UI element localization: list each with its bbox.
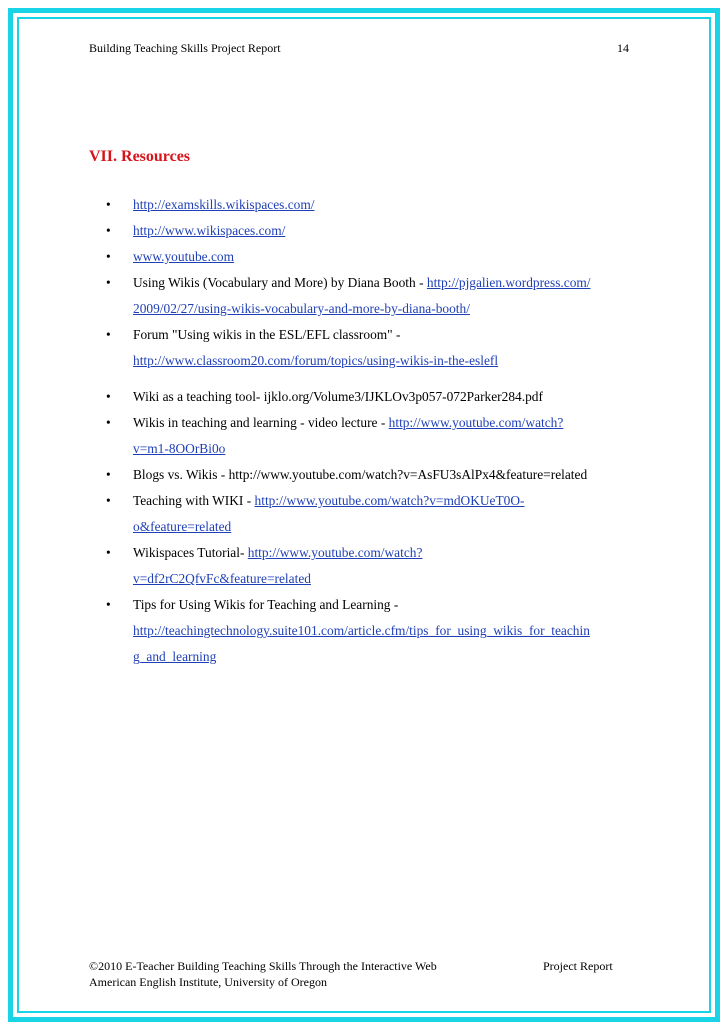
bullet-icon: • (106, 597, 111, 612)
bullet-icon: • (106, 493, 111, 508)
footer-report-label: Project Report (543, 959, 613, 973)
bullet-icon: • (106, 389, 111, 404)
list-item (89, 410, 649, 462)
bullet-icon: • (106, 545, 111, 560)
list-item (89, 462, 649, 488)
resource-link[interactable]: http://pjgalien.wordpress.com/ (426, 275, 591, 290)
list-item (89, 540, 649, 592)
bullet-icon: • (106, 197, 111, 212)
bullet-icon: • (106, 275, 111, 290)
resource-link[interactable]: http://examskills.wikispaces.com/ (133, 197, 315, 212)
resource-text: Wikispaces Tutorial- (133, 545, 248, 560)
list-item (89, 218, 649, 244)
resource-text: Wiki as a teaching tool- ijklo.org/Volume3/IJKLOv3p057-072Parker284.pdf (133, 389, 543, 404)
resource-link-continued[interactable]: 2009/02/27/using-wikis-vocabulary-and-more-by-diana-booth/ (133, 301, 470, 316)
header-title: Building Teaching Skills Project Report (89, 41, 281, 55)
resource-text: Teaching with WIKI - (133, 493, 255, 508)
bullet-icon: • (106, 249, 111, 264)
list-item (89, 592, 649, 670)
resource-link[interactable]: www.youtube.com (133, 249, 235, 264)
page-footer (89, 958, 629, 990)
list-item (89, 192, 649, 218)
resource-link[interactable]: http://www.youtube.com/watch?v=mdOKUeT0O- (254, 493, 525, 508)
resource-link-continued[interactable]: v=df2rC2QfvFc&feature=related (133, 571, 311, 586)
resource-link[interactable]: http://www.wikispaces.com/ (133, 223, 286, 238)
resource-text: Using Wikis (Vocabulary and More) by Diana Booth - (133, 275, 427, 290)
footer-row (89, 958, 629, 974)
resource-text: Blogs vs. Wikis - http://www.youtube.com/watch?v=AsFU3sAlPx4&feature=related (133, 467, 588, 482)
bullet-icon: • (106, 467, 111, 482)
section-heading: VII. Resources (89, 148, 191, 165)
bullet-icon: • (106, 327, 111, 342)
resource-link-continued[interactable]: g_and_learning (133, 649, 217, 664)
list-item (89, 322, 649, 374)
resource-link[interactable]: http://www.youtube.com/watch? (388, 415, 564, 430)
resource-text: Forum "Using wikis in the ESL/EFL classroom" - (133, 327, 401, 342)
page-number: 14 (617, 41, 629, 55)
resource-link-continued[interactable]: v=m1-8OOrBi0o (133, 441, 226, 456)
footer-institution: American English Institute, University of Oregon (89, 975, 327, 989)
resource-link[interactable]: http://www.classroom20.com/forum/topics/using-wikis-in-the-eslefl (133, 353, 499, 368)
resource-link[interactable]: http://www.youtube.com/watch? (247, 545, 423, 560)
resource-text: Tips for Using Wikis for Teaching and Learning - (133, 597, 399, 612)
list-item (89, 244, 649, 270)
list-item (89, 270, 649, 322)
list-item (89, 488, 649, 540)
resource-link[interactable]: http://teachingtechnology.suite101.com/article.cfm/tips_for_using_wikis_for_teachin (133, 623, 590, 638)
list-item (89, 384, 649, 410)
resources-list (89, 192, 649, 670)
bullet-icon: • (106, 415, 111, 430)
resource-text: Wikis in teaching and learning - video lecture - (133, 415, 389, 430)
resource-link-continued[interactable]: o&feature=related (133, 519, 232, 534)
footer-copyright: ©2010 E-Teacher Building Teaching Skills Through the Interactive Web (89, 959, 437, 973)
footer-row (89, 974, 629, 990)
bullet-icon: • (106, 223, 111, 238)
running-header (89, 40, 629, 56)
